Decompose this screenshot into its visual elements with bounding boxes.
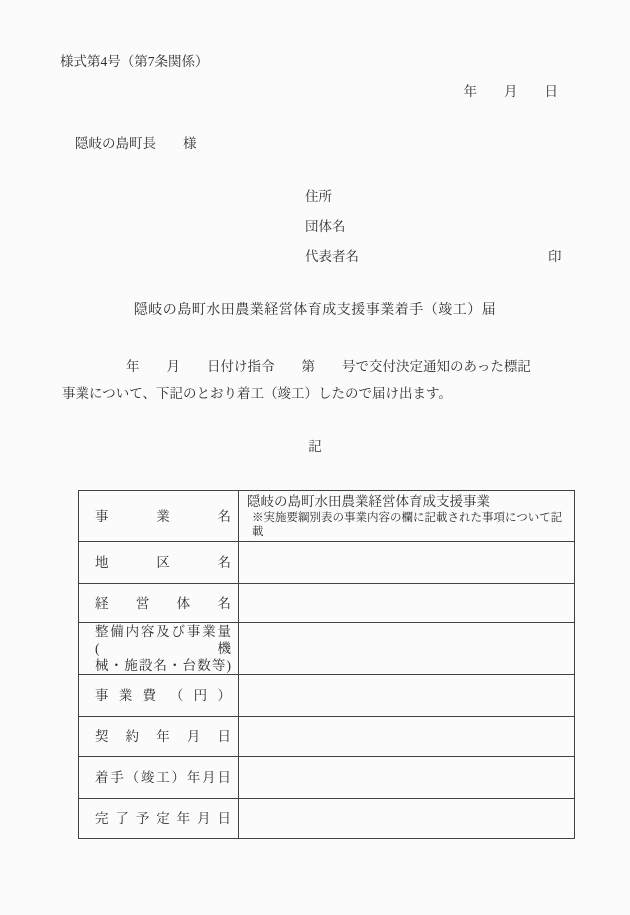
project-cost-label: 事 業 費 （ 円 ）: [95, 688, 231, 703]
equipment-content-label-cell: [79, 623, 239, 675]
district-name-value-cell: [239, 542, 575, 584]
business-name-note: ※実施要綱別表の事業内容の欄に記載された事項について記載: [252, 512, 563, 538]
table-row-scheduled-completion-date: [79, 799, 575, 839]
date-line: 年 月 日: [463, 84, 558, 99]
addressee: 隠岐の島町長 様: [75, 136, 197, 151]
form-number: 様式第4号（第7条関係）: [60, 54, 209, 69]
form-table: [78, 490, 575, 839]
table-row-business-name: [79, 491, 575, 542]
sender-organization-label: 団体名: [305, 219, 346, 234]
record-mark: 記: [308, 439, 322, 454]
table-row-operator-name: [79, 584, 575, 623]
business-name-label: 事業名: [95, 508, 231, 524]
table-row-district-name: [79, 542, 575, 584]
start-completion-date-label: 着手（竣工）年月日: [95, 770, 231, 785]
contract-date-label-cell: [79, 717, 239, 757]
contract-date-value-cell: [239, 717, 575, 757]
scheduled-completion-date-label-cell: [79, 799, 239, 839]
table-row-project-cost: [79, 675, 575, 717]
district-name-label: 地区名: [95, 555, 231, 570]
seal-mark: 印: [548, 249, 562, 264]
table-row-contract-date: [79, 717, 575, 757]
table-row-equipment-content: [79, 623, 575, 675]
equipment-content-label-line1: 整備内容及び事業量(機: [95, 624, 231, 656]
operator-name-label-cell: [79, 584, 239, 623]
operator-name-label: 経営体名: [95, 595, 231, 611]
district-name-label-cell: [79, 542, 239, 584]
body-text: [62, 353, 570, 407]
equipment-content-label-line2: 械・施設名・台数等): [95, 658, 231, 673]
business-name-value: 隠岐の島町水田農業経営体育成支援事業: [247, 494, 490, 509]
sender-address-label: 住所: [305, 189, 332, 204]
operator-name-value-cell: [239, 584, 575, 623]
sender-representative-label: 代表者名: [305, 249, 359, 264]
start-completion-date-value-cell: [239, 757, 575, 799]
equipment-content-value-cell: [239, 623, 575, 675]
business-name-label-cell: [79, 491, 239, 542]
project-cost-value-cell: [239, 675, 575, 717]
start-completion-date-label-cell: [79, 757, 239, 799]
business-name-value-cell: [239, 491, 575, 542]
body-line-1: 年 月 日付け指令 第 号で交付決定通知のあった標記: [126, 359, 531, 374]
body-line-2: 事業について、下記のとおり着工（竣工）したので届け出ます。: [62, 386, 452, 401]
scheduled-completion-date-label: 完了予定年月日: [95, 811, 231, 826]
sender-block: [305, 182, 359, 272]
document-title: 隠岐の島町水田農業経営体育成支援事業着手（竣工）届: [133, 303, 497, 318]
scheduled-completion-date-value-cell: [239, 799, 575, 839]
project-cost-label-cell: [79, 675, 239, 717]
table-row-start-completion-date: [79, 757, 575, 799]
contract-date-label: 契約年月日: [95, 729, 231, 744]
